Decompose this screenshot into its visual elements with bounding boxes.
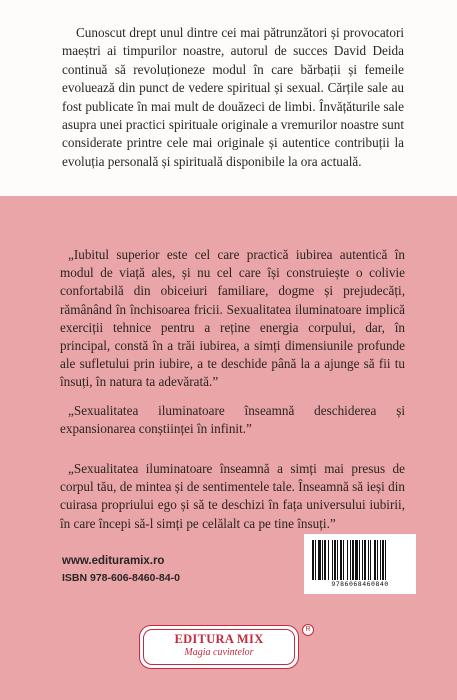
barcode-number: 9786068460840 [331, 580, 389, 588]
registered-trademark-icon: R [302, 624, 314, 636]
back-cover-pink-panel [0, 196, 457, 700]
publisher-logo [139, 625, 299, 669]
publisher-info [62, 553, 180, 587]
back-cover-top [0, 0, 457, 196]
author-bio: Cunoscut drept unul dintre cei mai pătrunzători și provocatori maeștri ai timpurilor noastre, autorul de succes David Deida continuă să revoluționeze modul în care bărbații și femeile evoluează din punct de vedere spiritual și sexual. Cărțile sale au fost publicate în mai mult de douăzeci de limbi. Învățăturile sale asupra unei practici spirituale originale a vremurilor noastre sunt considerate printre cele mai originale și autentice contribuții la evoluția personală și spirituală disponibile la ora actuală. [62, 25, 404, 169]
isbn-number: ISBN 978-606-8460-84-0 [62, 572, 180, 584]
quote-1: „Iubitul superior este cel care practică iubirea autentică în modul de viață ales, și nu cel care își construiește o colivie confortabilă din obiceiuri familiare, dogme și prejudecăți, rămânând în închisoarea fricii. Sexualitatea iluminatoare implică exerciții tehnice pentru a reține energia corpului, dar, în principal, constă în a trăi iubirea, a simți dimensiunile profunde ale sufletului prin iubire, a te deschide până la a ajunge să fii tu însuți, în natura ta adevărată.” [60, 247, 405, 390]
publisher-logo-tagline: Magia cuvintelor [184, 647, 254, 658]
quote-3: „Sexualitatea iluminatoare înseamnă a simți mai presus de corpul tău, de mintea și de sentimentele tale. Înseamnă să ieși din cuirasa propriului ego și să te deschizi în fața universului iubirii, în care începi să-l simți pe celălalt ca pe tine însuți.” [60, 461, 405, 531]
barcode [304, 534, 416, 594]
publisher-logo-name: EDITURA MIX [174, 632, 264, 646]
quote-2: „Sexualitatea iluminatoare înseamnă deschiderea și expansionarea conștiinței în infinit.” [60, 403, 405, 437]
barcode-bars [312, 540, 408, 580]
publisher-website: www.edituramix.ro [62, 555, 165, 567]
